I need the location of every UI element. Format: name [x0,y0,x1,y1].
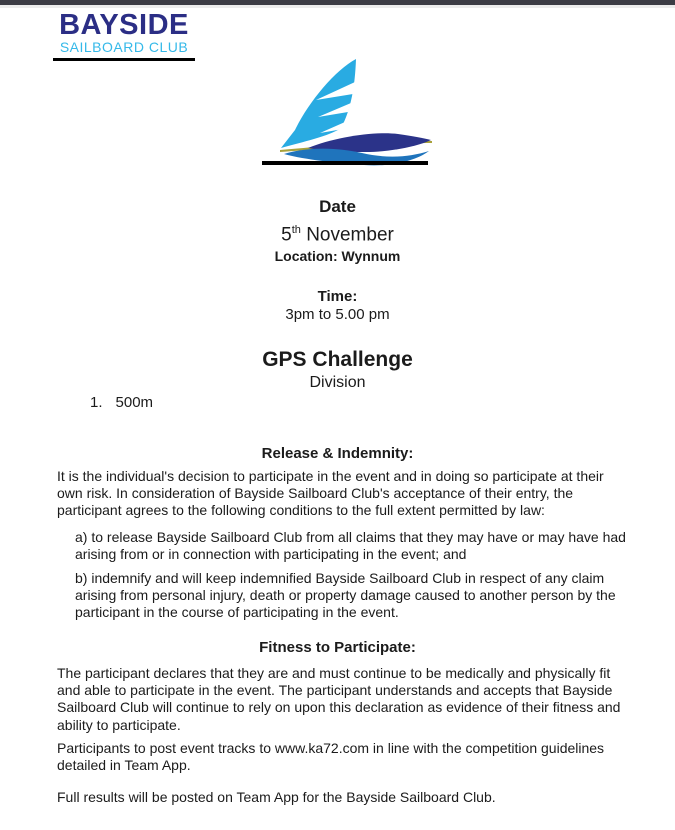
results-paragraph: Full results will be posted on Team App for the Bayside Sailboard Club. [57,789,496,805]
date-label: Date [319,197,356,216]
emblem-baseline [262,161,428,165]
release-indemnity-heading: Release & Indemnity: [261,445,414,462]
event-title-block [0,347,675,393]
division-number: 1. [90,394,103,411]
date-value: 5th November [281,224,394,246]
release-clause-b: b) indemnify and will keep indemnified Bayside Sailboard Club in respect of any claim arising from personal injury, death or property damage caused to another person by the participant in the course of participating in the event. [75,570,616,621]
division-list-item [90,394,153,412]
division-label: 500m [115,394,154,411]
sailboard-logo-icon [240,58,460,168]
club-logo-underline [53,58,195,61]
club-logo-subtitle: SAILBOARD CLUB [59,39,189,55]
club-logo-title: BAYSIDE [59,9,189,41]
time-block [0,288,675,324]
release-intro-paragraph: It is the individual's decision to participate in the event and in doing so participate at their own risk. In consideration of Bayside Sailboard Club's acceptance of their entry, the participant agrees to the following conditions to the full extent permitted by law: [57,468,604,519]
tracks-paragraph: Participants to post event tracks to www.ka72.com in line with the competition guidelines detailed in Team App. [57,740,605,774]
release-clause-a: a) to release Bayside Sailboard Club from all claims that they may have or may have had arising from or in connection with participating in the event; and [75,529,626,563]
sail-shape [281,59,356,148]
location-text: Location: Wynnum [274,248,401,265]
time-value: 3pm to 5.00 pm [285,306,390,323]
fitness-heading: Fitness to Participate: [259,639,416,656]
time-label: Time: [317,288,358,305]
date-block [0,196,675,265]
fitness-paragraph: The participant declares that they are and must continue to be medically and physically fit and able to participate in the event. The participant understands and accepts that Bayside Sailboard Club will continue to rely on upon this declaration as evidence of their fitness and ability to participate. [57,665,621,733]
event-title: GPS Challenge [262,348,413,371]
event-subtitle: Division [309,374,366,391]
top-border-strip [0,5,675,8]
date-ordinal-suffix: th [291,224,301,236]
club-logo [53,10,195,61]
